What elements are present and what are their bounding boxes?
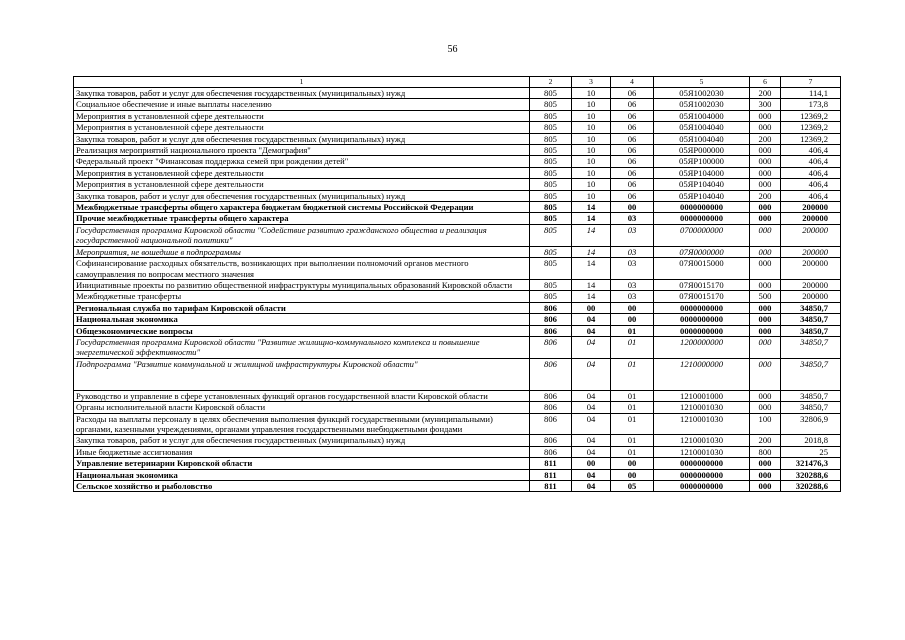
expense-type-cell: 000 bbox=[750, 481, 781, 492]
target-article-cell: 0000000000 bbox=[654, 325, 750, 336]
expense-type-cell: 300 bbox=[750, 99, 781, 110]
target-article-cell: 1210001030 bbox=[654, 446, 750, 457]
department-code-cell: 806 bbox=[530, 336, 572, 358]
subsection-code-cell: 00 bbox=[611, 202, 654, 213]
amount-cell: 200000 bbox=[781, 213, 841, 224]
table-row bbox=[74, 88, 841, 99]
target-article-cell: 1210001030 bbox=[654, 435, 750, 446]
department-code-cell: 806 bbox=[530, 446, 572, 457]
expense-name-cell: Руководство и управление в сфере установленных функций органов государственной власти Кировской области bbox=[74, 390, 530, 401]
table-body bbox=[74, 88, 841, 492]
target-article-cell: 0700000000 bbox=[654, 224, 750, 246]
amount-cell: 34850,7 bbox=[781, 390, 841, 401]
section-code-cell: 14 bbox=[572, 279, 611, 290]
subsection-code-cell: 03 bbox=[611, 258, 654, 280]
subsection-code-cell: 06 bbox=[611, 99, 654, 110]
department-code-cell: 806 bbox=[530, 435, 572, 446]
department-code-cell: 805 bbox=[530, 246, 572, 257]
department-code-cell: 806 bbox=[530, 358, 572, 390]
amount-cell: 173,8 bbox=[781, 99, 841, 110]
subsection-code-cell: 01 bbox=[611, 413, 654, 435]
expense-name-cell: Национальная экономика bbox=[74, 314, 530, 325]
table-row bbox=[74, 458, 841, 469]
target-article-cell: 1210000000 bbox=[654, 358, 750, 390]
amount-cell: 34850,7 bbox=[781, 302, 841, 313]
expense-name-cell: Мероприятия в установленной сфере деятельности bbox=[74, 179, 530, 190]
target-article-cell: 05Я1002030 bbox=[654, 88, 750, 99]
amount-cell: 2018,8 bbox=[781, 435, 841, 446]
department-code-cell: 811 bbox=[530, 469, 572, 480]
amount-cell: 12369,2 bbox=[781, 110, 841, 121]
department-code-cell: 805 bbox=[530, 291, 572, 302]
section-code-cell: 14 bbox=[572, 246, 611, 257]
table-row bbox=[74, 302, 841, 313]
department-code-cell: 805 bbox=[530, 224, 572, 246]
table-row bbox=[74, 325, 841, 336]
expense-type-cell: 200 bbox=[750, 190, 781, 201]
expense-name-cell: Прочие межбюджетные трансферты общего характера bbox=[74, 213, 530, 224]
subsection-code-cell: 00 bbox=[611, 458, 654, 469]
table-row bbox=[74, 110, 841, 121]
expense-type-cell: 000 bbox=[750, 167, 781, 178]
table-row bbox=[74, 413, 841, 435]
section-code-cell: 04 bbox=[572, 314, 611, 325]
target-article-cell: 05Я1004040 bbox=[654, 122, 750, 133]
target-article-cell: 0000000000 bbox=[654, 314, 750, 325]
subsection-code-cell: 06 bbox=[611, 122, 654, 133]
table-row bbox=[74, 190, 841, 201]
section-code-cell: 04 bbox=[572, 469, 611, 480]
department-code-cell: 805 bbox=[530, 145, 572, 156]
column-header: 7 bbox=[781, 77, 841, 88]
column-header: 4 bbox=[611, 77, 654, 88]
budget-table bbox=[73, 76, 841, 492]
subsection-code-cell: 06 bbox=[611, 88, 654, 99]
column-header: 3 bbox=[572, 77, 611, 88]
target-article-cell: 05Я1004040 bbox=[654, 133, 750, 144]
target-article-cell: 07Я0000000 bbox=[654, 246, 750, 257]
expense-name-cell: Инициативные проекты по развитию общественной инфраструктуры муниципальных образований Кировской области bbox=[74, 279, 530, 290]
amount-cell: 406,4 bbox=[781, 190, 841, 201]
amount-cell: 406,4 bbox=[781, 179, 841, 190]
subsection-code-cell: 06 bbox=[611, 133, 654, 144]
section-code-cell: 00 bbox=[572, 458, 611, 469]
section-code-cell: 10 bbox=[572, 133, 611, 144]
amount-cell: 114,1 bbox=[781, 88, 841, 99]
section-code-cell: 04 bbox=[572, 402, 611, 413]
expense-name-cell: Государственная программа Кировской области "Содействие развитию гражданского общества и реализация государственной национальной политики" bbox=[74, 224, 530, 246]
table-row bbox=[74, 446, 841, 457]
expense-type-cell: 000 bbox=[750, 336, 781, 358]
subsection-code-cell: 03 bbox=[611, 279, 654, 290]
column-header: 6 bbox=[750, 77, 781, 88]
department-code-cell: 806 bbox=[530, 390, 572, 401]
amount-cell: 34850,7 bbox=[781, 402, 841, 413]
target-article-cell: 0000000000 bbox=[654, 302, 750, 313]
table-row bbox=[74, 99, 841, 110]
department-code-cell: 806 bbox=[530, 402, 572, 413]
table-row bbox=[74, 390, 841, 401]
expense-type-cell: 200 bbox=[750, 133, 781, 144]
section-code-cell: 10 bbox=[572, 122, 611, 133]
target-article-cell: 1210001030 bbox=[654, 413, 750, 435]
table-row bbox=[74, 291, 841, 302]
expense-name-cell: Подпрограмма "Развитие коммунальной и жилищной инфраструктуры Кировской области" bbox=[74, 358, 530, 390]
section-code-cell: 10 bbox=[572, 156, 611, 167]
target-article-cell: 1200000000 bbox=[654, 336, 750, 358]
target-article-cell: 05ЯP000000 bbox=[654, 145, 750, 156]
department-code-cell: 806 bbox=[530, 302, 572, 313]
department-code-cell: 805 bbox=[530, 190, 572, 201]
amount-cell: 12369,2 bbox=[781, 122, 841, 133]
expense-name-cell: Социальное обеспечение и иные выплаты населению bbox=[74, 99, 530, 110]
amount-cell: 200000 bbox=[781, 246, 841, 257]
department-code-cell: 805 bbox=[530, 156, 572, 167]
amount-cell: 200000 bbox=[781, 258, 841, 280]
column-header: 2 bbox=[530, 77, 572, 88]
expense-name-cell: Региональная служба по тарифам Кировской области bbox=[74, 302, 530, 313]
target-article-cell: 0000000000 bbox=[654, 202, 750, 213]
expense-name-cell: Управление ветеринарии Кировской области bbox=[74, 458, 530, 469]
target-article-cell: 05ЯP104040 bbox=[654, 190, 750, 201]
expense-type-cell: 000 bbox=[750, 402, 781, 413]
amount-cell: 200000 bbox=[781, 202, 841, 213]
department-code-cell: 805 bbox=[530, 258, 572, 280]
section-code-cell: 04 bbox=[572, 413, 611, 435]
expense-type-cell: 000 bbox=[750, 202, 781, 213]
table-row bbox=[74, 167, 841, 178]
department-code-cell: 805 bbox=[530, 179, 572, 190]
table-row bbox=[74, 224, 841, 246]
column-header: 5 bbox=[654, 77, 750, 88]
section-code-cell: 10 bbox=[572, 167, 611, 178]
expense-name-cell: Закупка товаров, работ и услуг для обеспечения государственных (муниципальных) нужд bbox=[74, 88, 530, 99]
expense-name-cell: Мероприятия в установленной сфере деятельности bbox=[74, 122, 530, 133]
expense-type-cell: 200 bbox=[750, 88, 781, 99]
expense-type-cell: 000 bbox=[750, 279, 781, 290]
target-article-cell: 0000000000 bbox=[654, 213, 750, 224]
department-code-cell: 805 bbox=[530, 122, 572, 133]
expense-name-cell: Расходы на выплаты персоналу в целях обеспечения выполнения функций государственными (муниципальными) органами, казенными учреждениями, органами управления государственными внебюджетными фондами bbox=[74, 413, 530, 435]
target-article-cell: 07Я0015000 bbox=[654, 258, 750, 280]
section-code-cell: 00 bbox=[572, 302, 611, 313]
section-code-cell: 14 bbox=[572, 202, 611, 213]
amount-cell: 200000 bbox=[781, 224, 841, 246]
department-code-cell: 805 bbox=[530, 167, 572, 178]
target-article-cell: 0000000000 bbox=[654, 481, 750, 492]
section-code-cell: 04 bbox=[572, 325, 611, 336]
expense-name-cell: Сельское хозяйство и рыболовство bbox=[74, 481, 530, 492]
amount-cell: 320288,6 bbox=[781, 469, 841, 480]
subsection-code-cell: 01 bbox=[611, 390, 654, 401]
target-article-cell: 05Я1004000 bbox=[654, 110, 750, 121]
table-row bbox=[74, 213, 841, 224]
table-row bbox=[74, 336, 841, 358]
target-article-cell: 1210001000 bbox=[654, 390, 750, 401]
table-row bbox=[74, 279, 841, 290]
expense-type-cell: 000 bbox=[750, 246, 781, 257]
section-code-cell: 10 bbox=[572, 190, 611, 201]
target-article-cell: 05Я1002030 bbox=[654, 99, 750, 110]
department-code-cell: 811 bbox=[530, 481, 572, 492]
subsection-code-cell: 00 bbox=[611, 302, 654, 313]
expense-type-cell: 000 bbox=[750, 314, 781, 325]
table-row bbox=[74, 481, 841, 492]
column-number-row bbox=[74, 77, 841, 88]
table-row bbox=[74, 435, 841, 446]
column-header: 1 bbox=[74, 77, 530, 88]
expense-type-cell: 000 bbox=[750, 325, 781, 336]
expense-name-cell: Мероприятия в установленной сфере деятельности bbox=[74, 110, 530, 121]
amount-cell: 34850,7 bbox=[781, 336, 841, 358]
subsection-code-cell: 01 bbox=[611, 435, 654, 446]
expense-type-cell: 000 bbox=[750, 213, 781, 224]
department-code-cell: 805 bbox=[530, 88, 572, 99]
expense-name-cell: Иные бюджетные ассигнования bbox=[74, 446, 530, 457]
subsection-code-cell: 01 bbox=[611, 402, 654, 413]
amount-cell: 200000 bbox=[781, 291, 841, 302]
department-code-cell: 806 bbox=[530, 314, 572, 325]
expense-type-cell: 000 bbox=[750, 179, 781, 190]
page-number: 56 bbox=[447, 44, 458, 55]
amount-cell: 34850,7 bbox=[781, 325, 841, 336]
section-code-cell: 10 bbox=[572, 99, 611, 110]
subsection-code-cell: 05 bbox=[611, 481, 654, 492]
section-code-cell: 14 bbox=[572, 213, 611, 224]
amount-cell: 406,4 bbox=[781, 145, 841, 156]
target-article-cell: 05ЯP104040 bbox=[654, 179, 750, 190]
table-row bbox=[74, 258, 841, 280]
amount-cell: 25 bbox=[781, 446, 841, 457]
table-row bbox=[74, 156, 841, 167]
amount-cell: 406,4 bbox=[781, 167, 841, 178]
section-code-cell: 14 bbox=[572, 291, 611, 302]
expense-name-cell: Государственная программа Кировской области "Развитие жилищно-коммунального комплекса и повышение энергетической эффективности" bbox=[74, 336, 530, 358]
expense-type-cell: 000 bbox=[750, 156, 781, 167]
expense-type-cell: 000 bbox=[750, 122, 781, 133]
expense-type-cell: 000 bbox=[750, 302, 781, 313]
subsection-code-cell: 06 bbox=[611, 167, 654, 178]
expense-name-cell: Федеральный проект "Финансовая поддержка семей при рождении детей" bbox=[74, 156, 530, 167]
expense-name-cell: Органы исполнительной власти Кировской области bbox=[74, 402, 530, 413]
expense-type-cell: 000 bbox=[750, 358, 781, 390]
department-code-cell: 805 bbox=[530, 99, 572, 110]
expense-name-cell: Реализация мероприятий национального проекта "Демография" bbox=[74, 145, 530, 156]
subsection-code-cell: 00 bbox=[611, 314, 654, 325]
expense-name-cell: Мероприятия, не вошедшие в подпрограммы bbox=[74, 246, 530, 257]
section-code-cell: 04 bbox=[572, 446, 611, 457]
expense-type-cell: 000 bbox=[750, 224, 781, 246]
section-code-cell: 10 bbox=[572, 110, 611, 121]
expense-name-cell: Национальная экономика bbox=[74, 469, 530, 480]
table-row bbox=[74, 202, 841, 213]
table-row bbox=[74, 469, 841, 480]
expense-type-cell: 100 bbox=[750, 413, 781, 435]
table-row bbox=[74, 179, 841, 190]
section-code-cell: 10 bbox=[572, 145, 611, 156]
expense-name-cell: Мероприятия в установленной сфере деятельности bbox=[74, 167, 530, 178]
section-code-cell: 04 bbox=[572, 336, 611, 358]
subsection-code-cell: 06 bbox=[611, 156, 654, 167]
subsection-code-cell: 01 bbox=[611, 446, 654, 457]
target-article-cell: 07Я0015170 bbox=[654, 291, 750, 302]
table-row bbox=[74, 133, 841, 144]
subsection-code-cell: 00 bbox=[611, 469, 654, 480]
subsection-code-cell: 03 bbox=[611, 224, 654, 246]
expense-type-cell: 000 bbox=[750, 458, 781, 469]
section-code-cell: 14 bbox=[572, 224, 611, 246]
department-code-cell: 805 bbox=[530, 213, 572, 224]
expense-name-cell: Закупка товаров, работ и услуг для обеспечения государственных (муниципальных) нужд bbox=[74, 133, 530, 144]
department-code-cell: 805 bbox=[530, 279, 572, 290]
expense-type-cell: 000 bbox=[750, 258, 781, 280]
subsection-code-cell: 01 bbox=[611, 358, 654, 390]
subsection-code-cell: 06 bbox=[611, 179, 654, 190]
target-article-cell: 05ЯP100000 bbox=[654, 156, 750, 167]
table-row bbox=[74, 314, 841, 325]
department-code-cell: 806 bbox=[530, 325, 572, 336]
expense-name-cell: Межбюджетные трансферты bbox=[74, 291, 530, 302]
expense-type-cell: 000 bbox=[750, 145, 781, 156]
subsection-code-cell: 03 bbox=[611, 246, 654, 257]
amount-cell: 320288,6 bbox=[781, 481, 841, 492]
amount-cell: 12369,2 bbox=[781, 133, 841, 144]
subsection-code-cell: 06 bbox=[611, 190, 654, 201]
department-code-cell: 811 bbox=[530, 458, 572, 469]
expense-name-cell: Закупка товаров, работ и услуг для обеспечения государственных (муниципальных) нужд bbox=[74, 435, 530, 446]
section-code-cell: 14 bbox=[572, 258, 611, 280]
amount-cell: 200000 bbox=[781, 279, 841, 290]
expense-type-cell: 000 bbox=[750, 390, 781, 401]
expense-type-cell: 000 bbox=[750, 469, 781, 480]
amount-cell: 34850,7 bbox=[781, 314, 841, 325]
department-code-cell: 805 bbox=[530, 202, 572, 213]
table-row bbox=[74, 145, 841, 156]
section-code-cell: 10 bbox=[572, 179, 611, 190]
target-article-cell: 0000000000 bbox=[654, 458, 750, 469]
department-code-cell: 806 bbox=[530, 413, 572, 435]
target-article-cell: 05ЯP104000 bbox=[654, 167, 750, 178]
expense-type-cell: 500 bbox=[750, 291, 781, 302]
subsection-code-cell: 01 bbox=[611, 336, 654, 358]
amount-cell: 34850,7 bbox=[781, 358, 841, 390]
expense-type-cell: 000 bbox=[750, 110, 781, 121]
expense-name-cell: Общеэкономические вопросы bbox=[74, 325, 530, 336]
target-article-cell: 07Я0015170 bbox=[654, 279, 750, 290]
department-code-cell: 805 bbox=[530, 133, 572, 144]
table-row bbox=[74, 122, 841, 133]
expense-type-cell: 200 bbox=[750, 435, 781, 446]
target-article-cell: 0000000000 bbox=[654, 469, 750, 480]
subsection-code-cell: 01 bbox=[611, 325, 654, 336]
expense-name-cell: Софинансирование расходных обязательств, возникающих при выполнении полномочий органов местного самоуправления по вопросам местного значения bbox=[74, 258, 530, 280]
department-code-cell: 805 bbox=[530, 110, 572, 121]
section-code-cell: 04 bbox=[572, 481, 611, 492]
section-code-cell: 10 bbox=[572, 88, 611, 99]
target-article-cell: 1210001030 bbox=[654, 402, 750, 413]
amount-cell: 406,4 bbox=[781, 156, 841, 167]
section-code-cell: 04 bbox=[572, 390, 611, 401]
subsection-code-cell: 03 bbox=[611, 291, 654, 302]
table-row bbox=[74, 246, 841, 257]
subsection-code-cell: 06 bbox=[611, 145, 654, 156]
amount-cell: 32806,9 bbox=[781, 413, 841, 435]
expense-name-cell: Закупка товаров, работ и услуг для обеспечения государственных (муниципальных) нужд bbox=[74, 190, 530, 201]
table-row bbox=[74, 402, 841, 413]
section-code-cell: 04 bbox=[572, 435, 611, 446]
expense-name-cell: Межбюджетные трансферты общего характера бюджетам бюджетной системы Российской Федерации bbox=[74, 202, 530, 213]
expense-type-cell: 800 bbox=[750, 446, 781, 457]
table-row bbox=[74, 358, 841, 390]
subsection-code-cell: 06 bbox=[611, 110, 654, 121]
section-code-cell: 04 bbox=[572, 358, 611, 390]
amount-cell: 321476,3 bbox=[781, 458, 841, 469]
subsection-code-cell: 03 bbox=[611, 213, 654, 224]
